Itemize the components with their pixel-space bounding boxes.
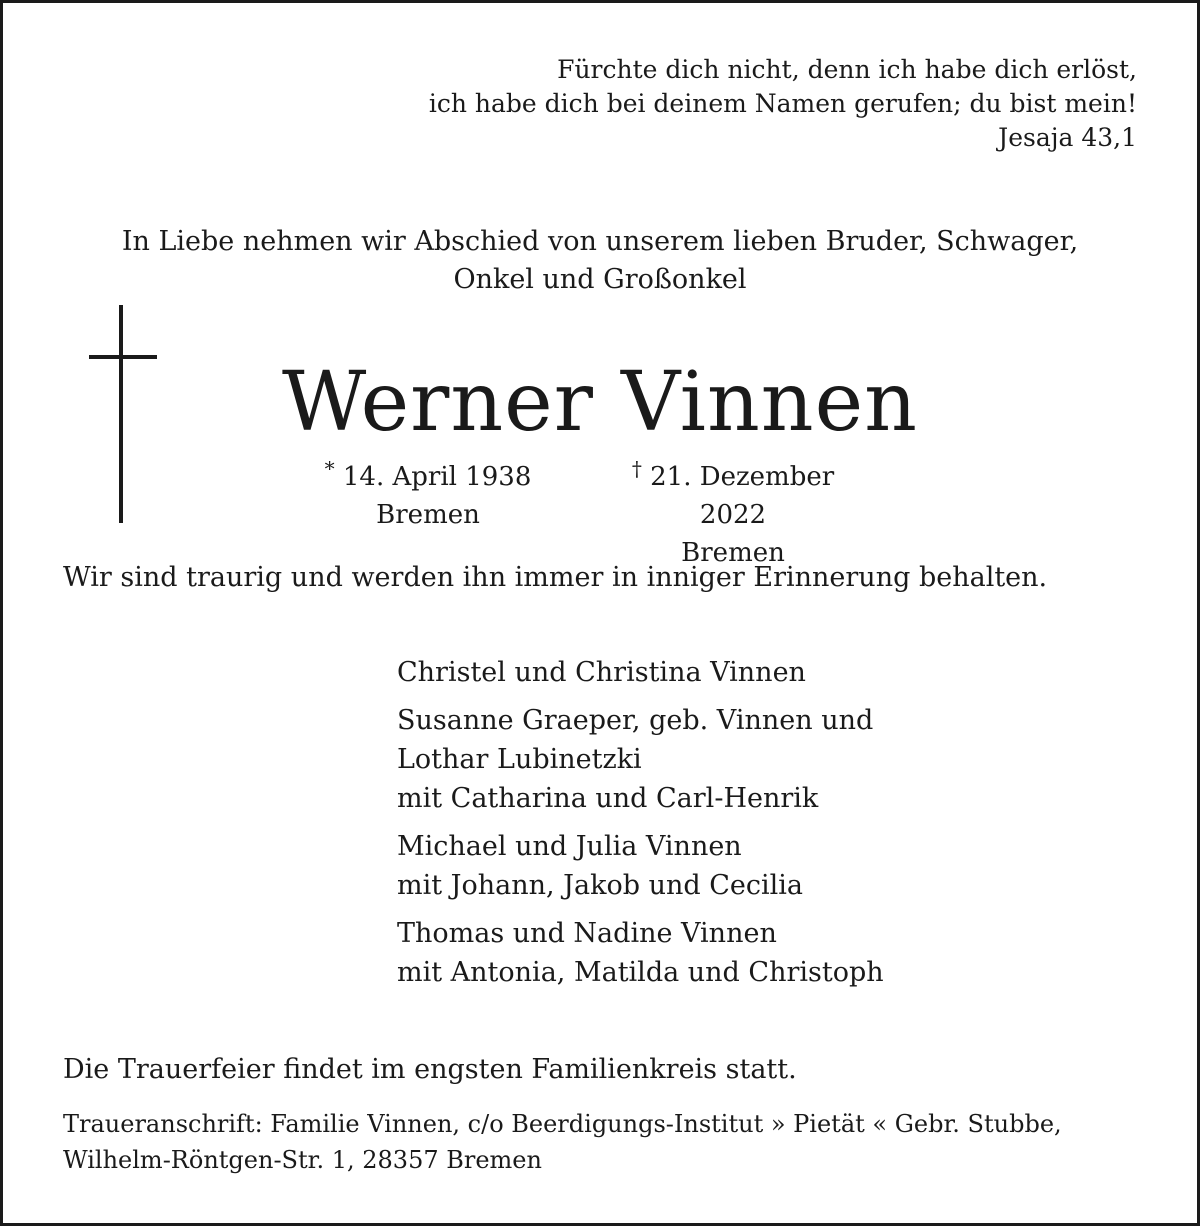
death-date-line: [603, 458, 863, 534]
mourner-line: Thomas und Nadine Vinnen: [397, 918, 777, 949]
mourner-group: [397, 701, 884, 818]
deceased-name: Werner Vinnen: [282, 355, 918, 450]
mourner-line: mit Antonia, Matilda und Christoph: [397, 957, 884, 988]
sentiment-text: Wir sind traurig und werden ihn immer in inniger Erinnerung behalten.: [63, 562, 1048, 593]
intro-line: In Liebe nehmen wir Abschied von unserem lieben Bruder, Schwager,: [121, 226, 1079, 257]
mourner-group: [397, 914, 884, 992]
birth-info: [303, 458, 553, 534]
verse-reference: Jesaja 43,1: [998, 123, 1137, 152]
mourner-line: mit Johann, Jakob und Cecilia: [397, 870, 803, 901]
service-note: Die Trauerfeier findet im engsten Familienkreis statt.: [63, 1054, 797, 1085]
mourner-line: mit Catharina und Carl-Henrik: [397, 783, 819, 814]
verse-line: Fürchte dich nicht, denn ich habe dich erlöst,: [557, 55, 1137, 84]
death-info: [603, 458, 863, 572]
intro-text: [3, 223, 1197, 299]
birth-place: Bremen: [376, 500, 480, 530]
mourners-list: [397, 653, 884, 1001]
mourner-line: Christel und Christina Vinnen: [397, 657, 806, 688]
address-line: Traueranschrift: Familie Vinnen, c/o Beerdigungs-Institut » Pietät « Gebr. Stubbe,: [63, 1110, 1062, 1138]
birth-date: 14. April 1938: [342, 462, 532, 492]
intro-line: Onkel und Großonkel: [453, 264, 747, 295]
bible-verse: [429, 53, 1137, 155]
mourner-line: Michael und Julia Vinnen: [397, 831, 742, 862]
mourner-group: [397, 827, 884, 905]
mourner-line: Susanne Graeper, geb. Vinnen und: [397, 705, 874, 736]
mourning-address: [63, 1106, 1062, 1178]
verse-line: ich habe dich bei deinem Namen gerufen; du bist mein!: [428, 89, 1137, 118]
mourner-group: [397, 653, 884, 692]
death-place: Bremen: [681, 538, 785, 568]
birth-symbol: *: [324, 456, 335, 481]
mourner-line: Lothar Lubinetzki: [397, 744, 642, 775]
address-line: Wilhelm-Röntgen-Str. 1, 28357 Bremen: [63, 1146, 542, 1174]
birth-date-line: [303, 458, 553, 496]
death-date: 21. Dezember 2022: [650, 462, 835, 530]
death-symbol: †: [631, 456, 642, 481]
